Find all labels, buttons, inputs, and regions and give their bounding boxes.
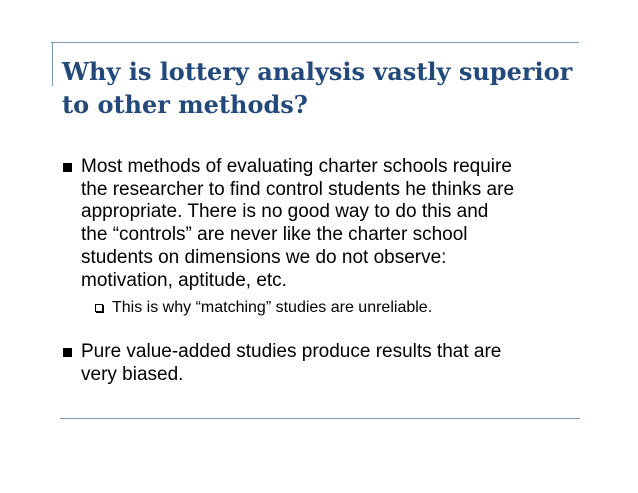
slide-title-line: to other methods? xyxy=(62,90,308,119)
sub-bullet-item xyxy=(95,297,433,319)
bullet-text-line: the “controls” are never like the charter school xyxy=(81,224,468,246)
title-top-rule xyxy=(51,42,579,43)
bullet-text-line: the researcher to find control students he thinks are xyxy=(81,178,515,200)
hollow-square-bullet-icon xyxy=(95,304,103,312)
bullet-text-line: motivation, aptitude, etc. xyxy=(81,269,287,291)
bullet-text-line: appropriate. There is no good way to do this and xyxy=(81,201,489,223)
square-bullet-icon xyxy=(63,163,72,172)
bullet-text-line: Most methods of evaluating charter schools require xyxy=(81,156,512,177)
sub-bullet-text: This is why “matching” studies are unreliable. xyxy=(112,299,433,316)
bullet-text-line: students on dimensions we do not observe: xyxy=(81,246,447,268)
bullet-text-line: very biased. xyxy=(81,363,184,385)
bullet-text-line: Pure value-added studies produce results that are xyxy=(81,341,502,362)
square-bullet-icon xyxy=(63,348,72,357)
bullet-item xyxy=(63,341,502,386)
bullet-text xyxy=(81,341,501,386)
title-left-rule xyxy=(52,42,53,86)
bottom-rule xyxy=(60,418,580,419)
bullet-item xyxy=(63,156,515,292)
slide-title-line: Why is lottery analysis vastly superior xyxy=(62,57,573,86)
slide-title xyxy=(62,55,602,121)
bullet-text xyxy=(81,156,514,292)
